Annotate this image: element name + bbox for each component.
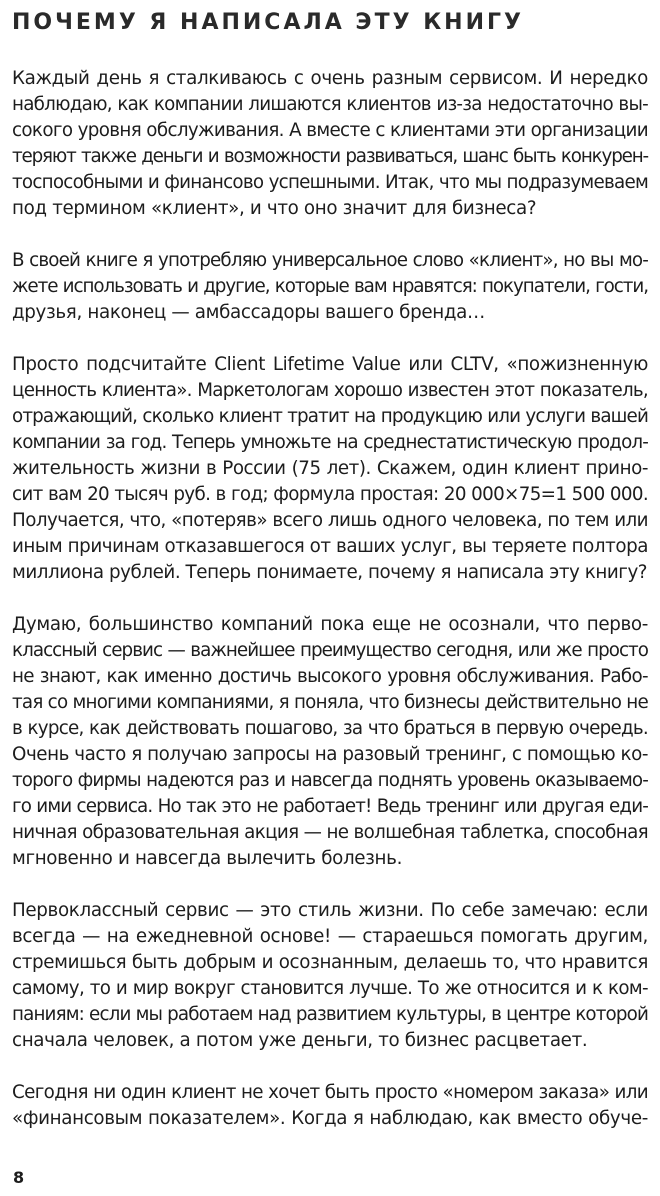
text-line: всегда — на ежедневной основе! — стараешься помогать другим, bbox=[12, 926, 648, 947]
text-line: мгновенно и навсегда вылечить болезнь. bbox=[12, 848, 403, 869]
paragraph bbox=[12, 898, 648, 1054]
text-line: в курсе, как действовать пошагово, за что браться в первую очередь. bbox=[12, 718, 648, 739]
text-line: Получается, что, «потеряв» всего лишь одного человека, по тем или bbox=[12, 510, 648, 531]
body-text bbox=[12, 66, 648, 1158]
text-line: Очень часто я получаю запросы на разовый тренинг, с помощью ко- bbox=[12, 744, 649, 765]
text-line: паниям: если мы работаем над развитием культуры, в центре которой bbox=[12, 1004, 648, 1025]
text-line: го ими сервиса. Но так это не работает! Ведь тренинг или другая еди- bbox=[12, 796, 648, 817]
text-line: торого фирмы надеются раз и навсегда поднять уровень оказываемо- bbox=[12, 770, 648, 791]
page-number: 8 bbox=[13, 1168, 25, 1187]
paragraph bbox=[12, 66, 648, 222]
text-line: тая со многими компаниями, я поняла, что бизнесы действительно не bbox=[12, 692, 649, 713]
text-line: сокого уровня обслуживания. А вместе с клиентами эти организации bbox=[12, 120, 648, 141]
paragraph bbox=[12, 1080, 648, 1132]
text-line: наблюдаю, как компании лишаются клиентов из-за недостаточно вы- bbox=[12, 94, 648, 115]
text-line: самому, то и мир вокруг становится лучше. То же относится и к ком- bbox=[12, 978, 648, 999]
text-line: сит вам 20 тысяч руб. в год; формула простая: 20 000×75=1 500 000. bbox=[12, 484, 648, 505]
text-line: В своей книге я употребляю универсальное слово «клиент», но вы мо- bbox=[12, 250, 648, 271]
paragraph bbox=[12, 248, 648, 326]
text-line: жительность жизни в России (75 лет). Скажем, один клиент прино- bbox=[12, 458, 648, 479]
text-line: Первоклассный сервис — это стиль жизни. По себе замечаю: если bbox=[12, 900, 648, 921]
text-line: стремишься быть добрым и осознанным, делаешь то, что нравится bbox=[12, 952, 648, 973]
text-line: не знают, как именно достичь высокого уровня обслуживания. Рабо- bbox=[12, 666, 648, 687]
text-line: компании за год. Теперь умножьте на среднестатистическую продол- bbox=[12, 432, 648, 453]
paragraph bbox=[12, 612, 648, 872]
text-line: друзья, наконец — амбассадоры вашего бренда… bbox=[12, 302, 485, 323]
text-line: сначала человек, а потом уже деньги, то бизнес расцветает. bbox=[12, 1030, 588, 1051]
text-line: теряют также деньги и возможности развиваться, шанс быть конкурен- bbox=[12, 146, 648, 167]
text-line: под термином «клиент», и что оно значит для бизнеса? bbox=[12, 198, 537, 219]
text-line: Сегодня ни один клиент не хочет быть просто «номером заказа» или bbox=[12, 1082, 648, 1103]
text-line: Просто подсчитайте Client Lifetime Value или CLTV, «пожизненную bbox=[12, 354, 648, 375]
text-line: тоспособными и финансово успешными. Итак, что мы подразумеваем bbox=[12, 172, 648, 193]
text-line: Думаю, большинство компаний пока еще не осознали, что перво- bbox=[12, 614, 648, 635]
text-line: отражающий, сколько клиент тратит на продукцию или услуги вашей bbox=[12, 406, 648, 427]
text-line: Каждый день я сталкиваюсь с очень разным сервисом. И нередко bbox=[12, 68, 648, 89]
text-line: ничная образовательная акция — не волшебная таблетка, способная bbox=[12, 822, 648, 843]
text-line: жете использовать и другие, которые вам нравятся: покупатели, гости, bbox=[12, 276, 648, 297]
text-line: классный сервис — важнейшее преимущество сегодня, или же просто bbox=[12, 640, 648, 661]
text-line: иным причинам отказавшегося от ваших услуг, вы теряете полтора bbox=[12, 536, 648, 557]
paragraph bbox=[12, 352, 648, 586]
text-line: миллиона рублей. Теперь понимаете, почему я написала эту книгу? bbox=[12, 562, 648, 583]
chapter-title: ПОЧЕМУ Я НАПИСАЛА ЭТУ КНИГУ bbox=[12, 10, 524, 35]
text-line: ценность клиента». Маркетологам хорошо известен этот показатель, bbox=[12, 380, 648, 401]
text-line: «финансовым показателем». Когда я наблюдаю, как вместо обуче- bbox=[12, 1108, 648, 1129]
